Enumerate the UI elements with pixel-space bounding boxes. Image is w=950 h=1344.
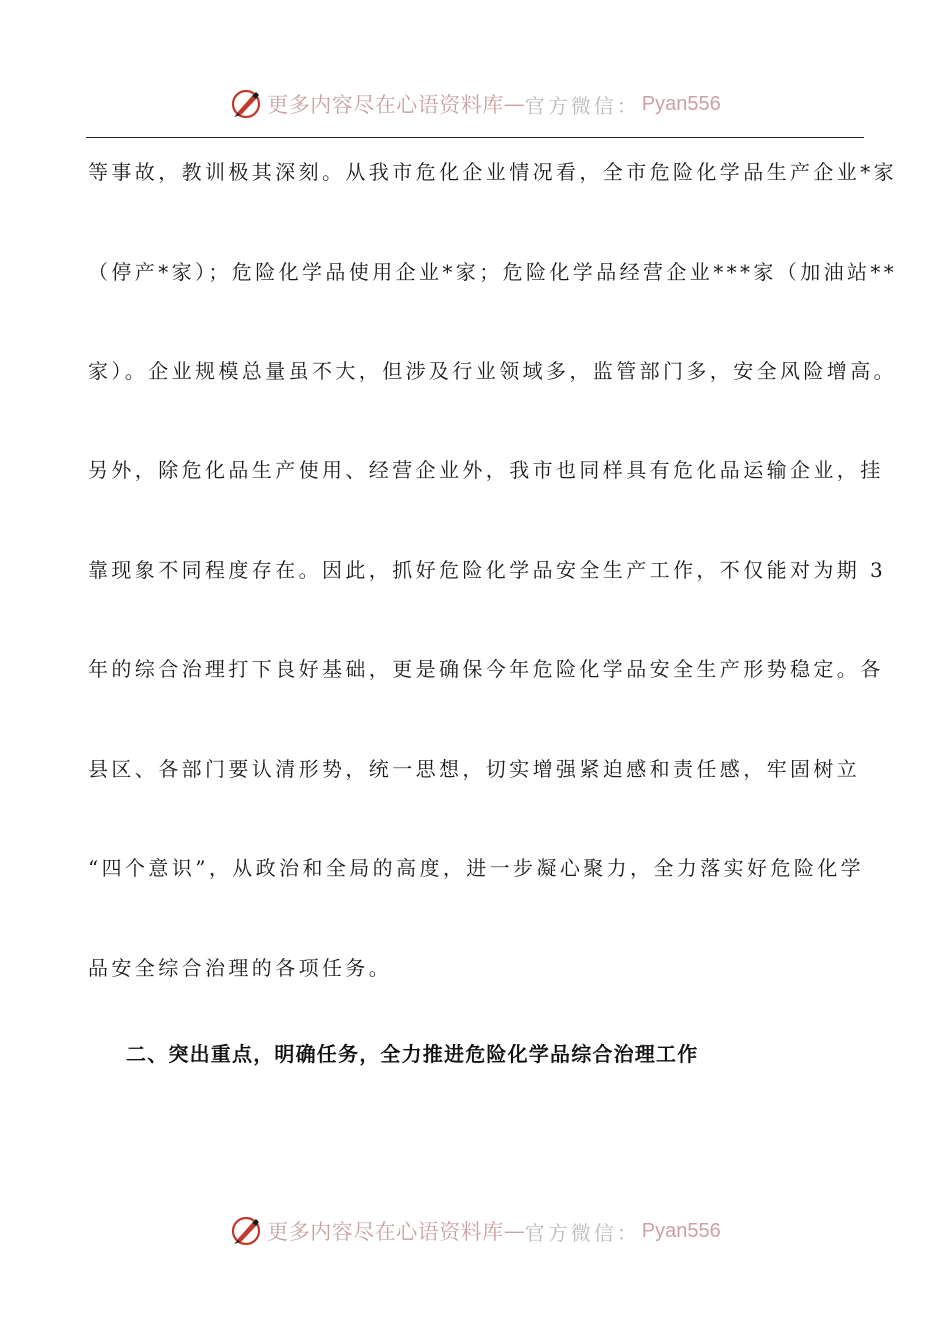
- header-site-text: 更多内容尽在心语资料库: [267, 93, 504, 117]
- body-line-6: 年的综合治理打下良好基础，更是确保今年危险化学品安全生产形势稳定。各: [88, 657, 884, 681]
- body-line-7: 县区、各部门要认清形势，统一思想，切实增强紧迫感和责任感，牢固树立: [88, 757, 861, 781]
- body-line-1: 等事故，教训极其深刻。从我市危化企业情况看，全市危险化学品生产企业*家: [88, 160, 897, 184]
- footer-site-text: 更多内容尽在心语资料库: [267, 1220, 504, 1244]
- body-line-2: （停产*家）；危险化学品使用企业*家；危险化学品经营企业***家（加油站**: [88, 260, 898, 284]
- footer-separator: —: [503, 1219, 525, 1243]
- header-divider: [86, 137, 864, 138]
- body-line-9: 品安全综合治理的各项任务。: [88, 956, 393, 980]
- header-separator: —: [503, 92, 525, 116]
- footer-banner: [0, 1211, 950, 1251]
- body-line-4: 另外，除危化品生产使用、经营企业外，我市也同样具有危化品运输企业，挂: [88, 458, 884, 482]
- pen-logo-icon: [229, 87, 263, 121]
- body-line-5: 靠现象不同程度存在。因此，抓好危险化学品安全生产工作，不仅能对为期 3: [88, 558, 887, 582]
- body-line-8: “四个意识”，从政治和全局的高度，进一步凝心聚力，全力落实好危险化学: [88, 856, 865, 880]
- header-banner: [0, 84, 950, 124]
- section-heading: 二、突出重点，明确任务，全力推进危险化学品综合治理工作: [126, 1042, 699, 1066]
- pen-logo-icon: [229, 1214, 263, 1248]
- header-wechat-id: Pyan556: [641, 92, 721, 115]
- footer-wechat-label: 官方微信：: [524, 1220, 640, 1245]
- header-wechat-label: 官方微信：: [524, 93, 640, 118]
- footer-wechat-id: Pyan556: [641, 1219, 721, 1242]
- body-line-3: 家）。企业规模总量虽不大，但涉及行业领域多，监管部门多，安全风险增高。: [88, 359, 897, 383]
